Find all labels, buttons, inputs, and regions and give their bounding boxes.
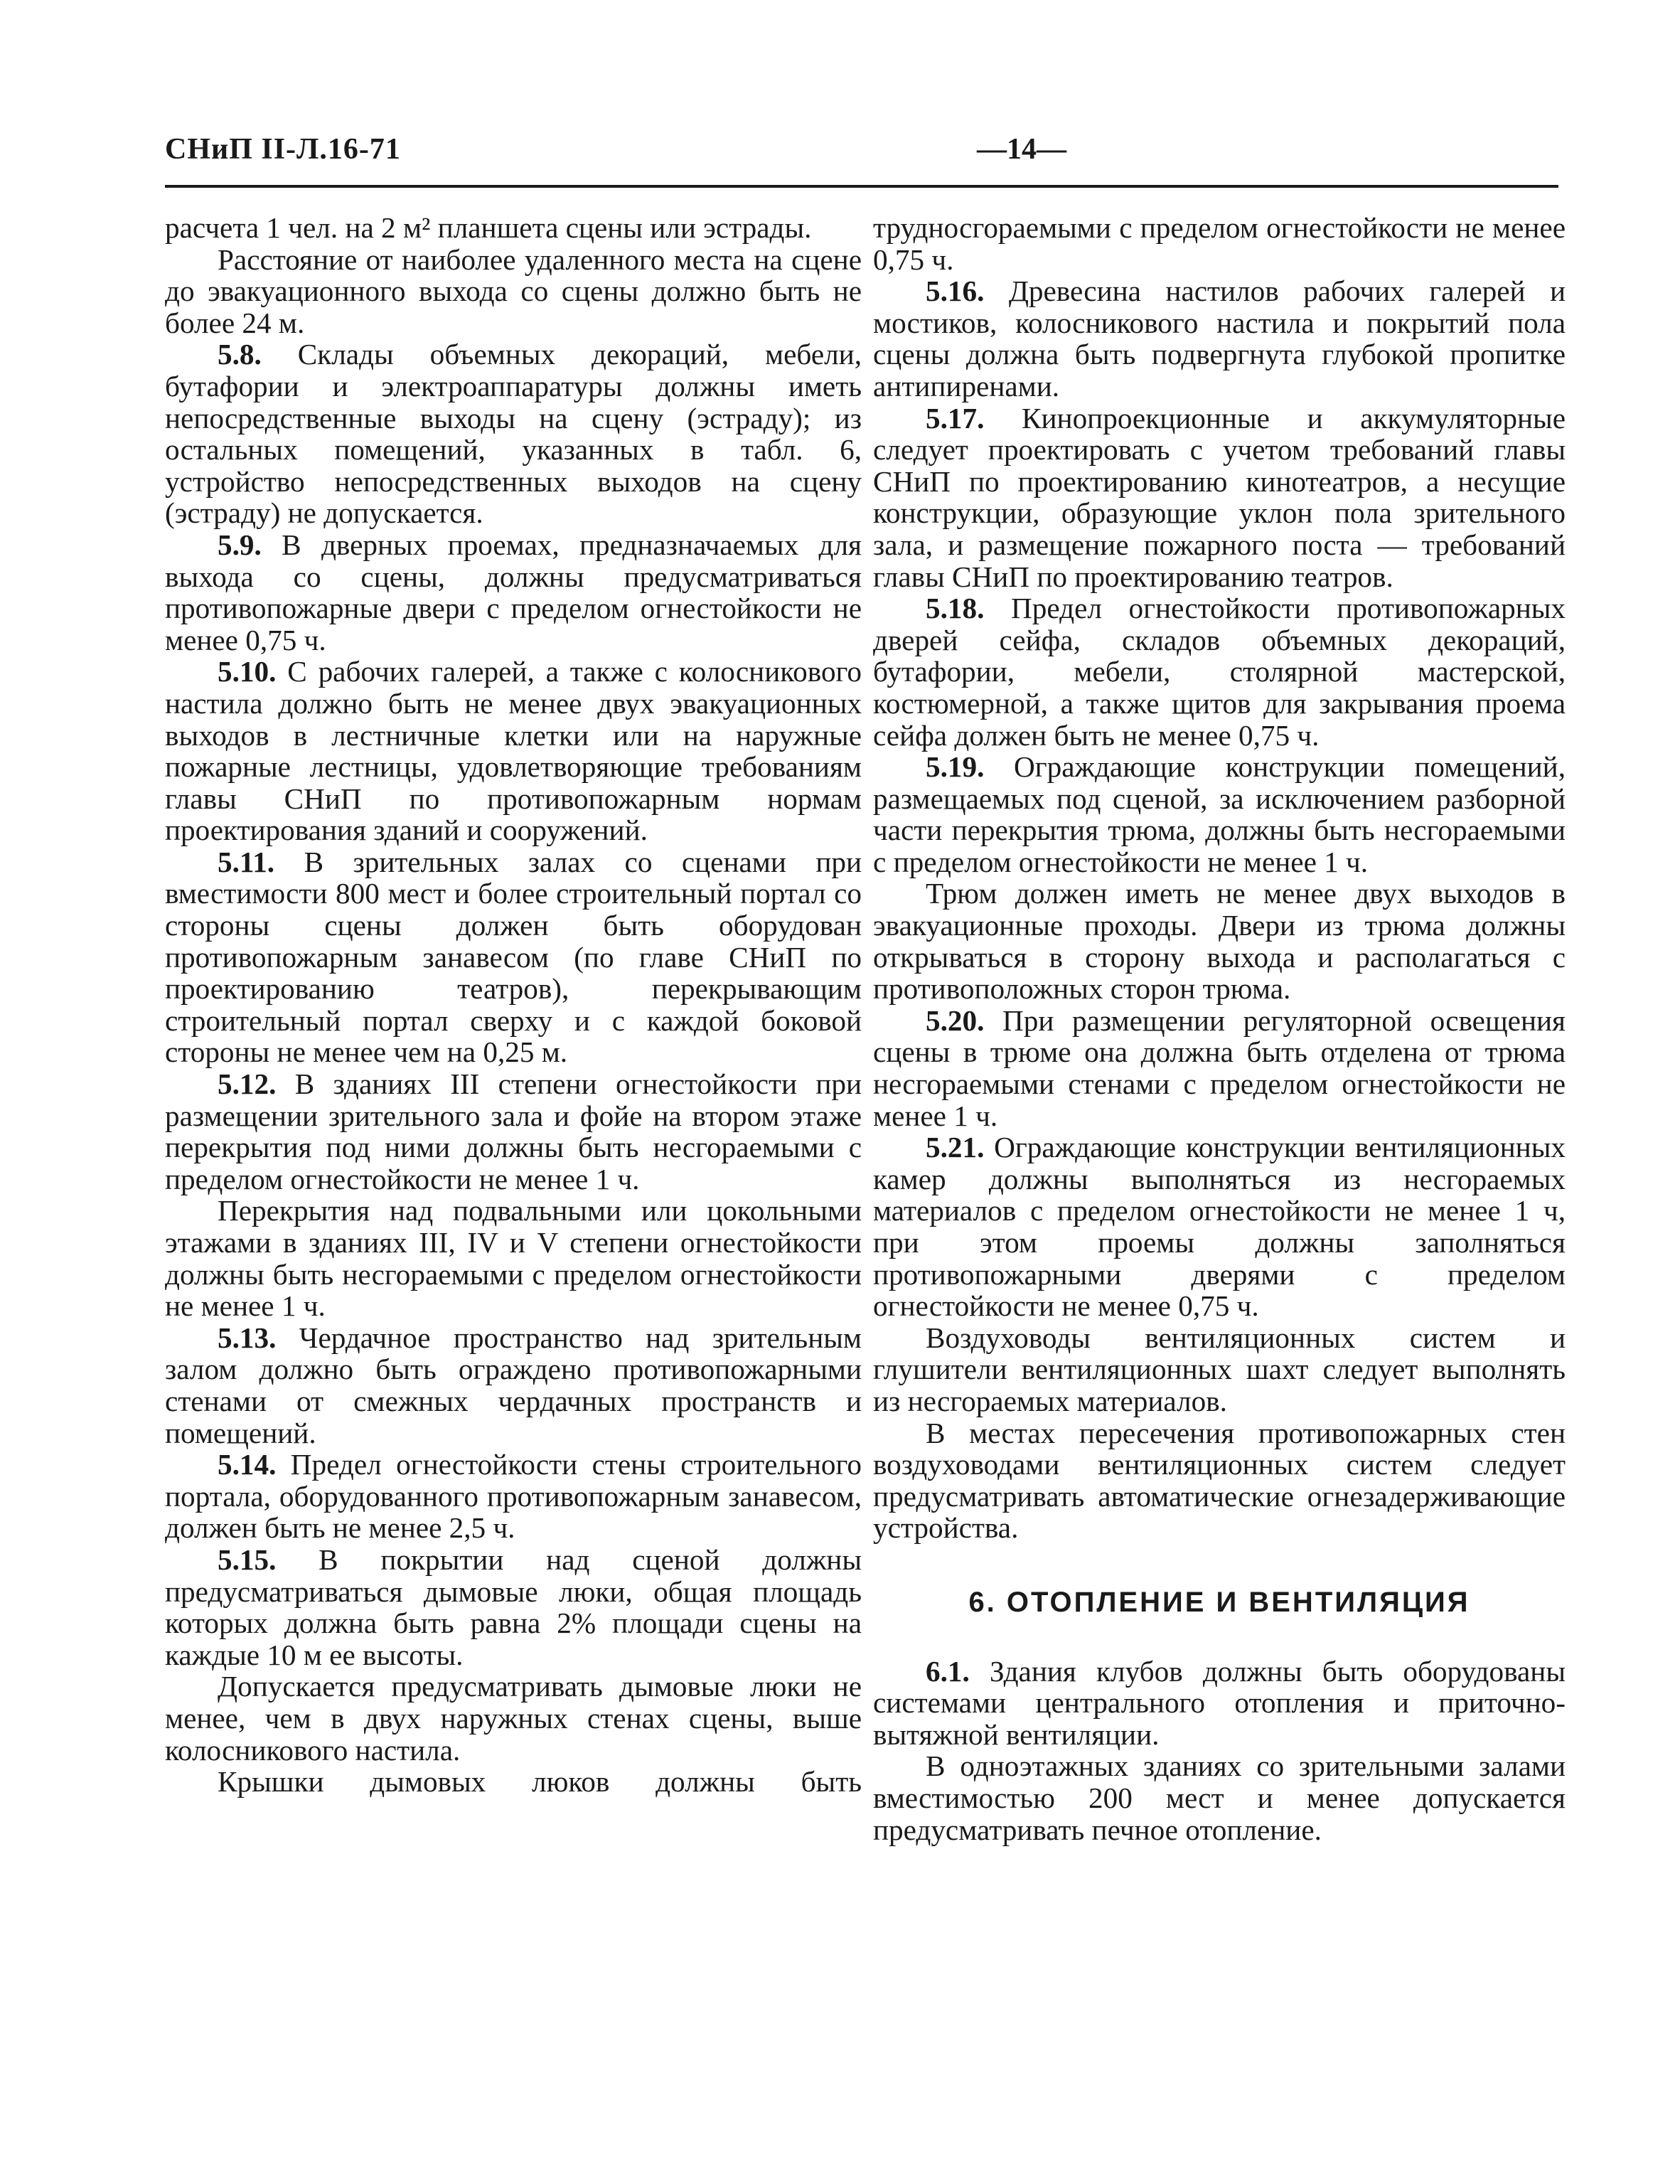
clause-5-8: 5.8. Склады объемных декораций, мебели, бутафории и электроаппаратуры должны иметь непосредственные выходы на сцену (эстраду); из остальных помещений, указанных в табл. 6, устройство непосредственных выходов на сцену (эстраду) не допускается. — [165, 338, 862, 530]
clause-5-20: 5.20. При размещении регуляторной освещения сцены в трюме она должна быть отделена от трюма несгораемыми стенами с пределом огнестойкости не менее 1 ч. — [873, 1003, 1566, 1132]
paragraph: В местах пересечения противопожарных стен воздуховодами вентиляционных систем следует предусматривать автоматические огнезадерживающие устройства. — [873, 1416, 1566, 1545]
page-number: —14— — [977, 133, 1066, 166]
clause-number: 5.11. — [218, 845, 275, 878]
section-heading: 6. ОТОПЛЕНИЕ И ВЕНТИЛЯЦИЯ — [968, 1586, 1470, 1618]
clause-number: 5.10. — [218, 655, 277, 688]
clause-number: 5.9. — [218, 528, 262, 561]
paragraph: В одноэтажных зданиях со зрительными залами вместимостью 200 мест и менее допускается предусматривать печное отопление. — [873, 1749, 1566, 1846]
clause-number: 5.21. — [926, 1131, 985, 1164]
clause-number: 5.14. — [218, 1448, 277, 1481]
clause-number: 5.13. — [218, 1321, 277, 1354]
clause-5-10: 5.10. С рабочих галерей, а также с колосникового настила должно быть не менее двух эвакуационных выходов в лестничные клетки или на наружные пожарные лестницы, удовлетворяющие требованиям главы СНиП по противопожарным нормам проектирования зданий и сооружений. — [165, 655, 862, 847]
clause-number: 5.16. — [926, 275, 985, 308]
clause-6-1: 6.1. Здания клубов должны быть оборудованы системами центрального отопления и приточно-вытяжной вентиляции. — [873, 1654, 1566, 1751]
clause-5-19: 5.19. Ограждающие конструкции помещений, размещаемых под сценой, за исключением разборной части перекрытия трюма, должны быть несгораемыми с пределом огнестойкости не менее 1 ч. — [873, 750, 1566, 878]
clause-number: 5.18. — [926, 592, 985, 625]
document-code: СНиП II-Л.16-71 — [165, 133, 401, 166]
paragraph: расчета 1 чел. на 2 м² планшета сцены или эстрады. — [165, 211, 812, 244]
clause-5-12: 5.12. В зданиях III степени огнестойкости при размещении зрительного зала и фойе на втором этаже перекрытия под ними должны быть несгораемыми с пределом огнестойкости не менее 1 ч. — [165, 1067, 862, 1195]
paragraph: Воздуховоды вентиляционных систем и глушители вентиляционных шахт следует выполнять из несгораемых материалов. — [873, 1321, 1566, 1417]
clause-number: 5.15. — [218, 1543, 277, 1576]
clause-number: 5.17. — [926, 401, 985, 435]
clause-5-16: 5.16. Древесина настилов рабочих галерей и мостиков, колосникового настила и покрытий пола сцены должна быть подвергнута глубокой пропитке антипиренами. — [873, 275, 1566, 403]
clause-5-18: 5.18. Предел огнестойкости противопожарных дверей сейфа, складов объемных декораций, бутафории, мебели, столярной мастерской, костюмерной, а также щитов для закрывания проема сейфа должен быть не менее 0,75 ч. — [873, 592, 1566, 752]
page-header — [165, 132, 1558, 182]
left-column — [165, 212, 862, 1798]
clause-number: 5.19. — [926, 750, 985, 784]
clause-number: 5.20. — [926, 1003, 985, 1037]
clause-5-9: 5.9. В дверных проемах, предназначаемых для выхода со сцены, должны предусматриваться противопожарные двери с пределом огнестойкости не менее 0,75 ч. — [165, 528, 862, 656]
paragraph: Крышки дымовых люков должны быть — [218, 1765, 862, 1799]
paragraph: Допускается предусматривать дымовые люки не менее, чем в двух наружных стенах сцены, выше колосникового настила. — [165, 1670, 862, 1767]
paragraph: Перекрытия над подвальными или цокольными этажами в зданиях III, IV и V степени огнестойкости должны быть несгораемыми с пределом огнестойкости не менее 1 ч. — [165, 1194, 862, 1323]
clause-5-13: 5.13. Чердачное пространство над зрительным залом должно быть ограждено противопожарными стенами от смежных чердачных пространств и помещений. — [165, 1321, 862, 1449]
clause-5-11: 5.11. В зрительных залах со сценами при вместимости 800 мест и более строительный портал со стороны сцены должен быть оборудован противопожарным занавесом (по главе СНиП по проектированию театров), перекрывающим строительный портал сверху и с каждой боковой стороны не менее чем на 0,25 м. — [165, 845, 862, 1069]
right-column — [873, 212, 1566, 1845]
clause-5-17: 5.17. Кинопроекционные и аккумуляторные следует проектировать с учетом требований главы СНиП по проектированию кинотеатров, а несущие конструкции, образующие уклон пола зрительного зала, и размещение пожарного поста — требований главы СНиП по проектированию театров. — [873, 401, 1566, 593]
clause-5-14: 5.14. Предел огнестойкости стены строительного портала, оборудованного противопожарным занавесом, должен быть не менее 2,5 ч. — [165, 1448, 862, 1545]
header-rule — [165, 185, 1558, 188]
clause-5-21: 5.21. Ограждающие конструкции вентиляционных камер должны выполняться из несгораемых материалов с пределом огнестойкости не менее 1 ч, при этом проемы должны заполняться противопожарными дверями с пределом огнестойкости не менее 0,75 ч. — [873, 1131, 1566, 1323]
clause-number: 5.12. — [218, 1067, 277, 1101]
paragraph: трудносгораемыми с пределом огнестойкости не менее 0,75 ч. — [873, 211, 1566, 276]
paragraph: Расстояние от наиболее удаленного места на сцене до эвакуационного выхода со сцены должно быть не более 24 м. — [165, 243, 862, 339]
paragraph: Трюм должен иметь не менее двух выходов в эвакуационные проходы. Двери из трюма должны открываться в сторону выхода и располагаться с противоположных сторон трюма. — [873, 877, 1566, 1006]
clause-number: 6.1. — [926, 1654, 970, 1688]
clause-number: 5.8. — [218, 338, 262, 371]
clause-5-15: 5.15. В покрытии над сценой должны предусматриваться дымовые люки, общая площадь которых должна быть равна 2% площади сцены на каждые 10 м ее высоты. — [165, 1543, 862, 1671]
